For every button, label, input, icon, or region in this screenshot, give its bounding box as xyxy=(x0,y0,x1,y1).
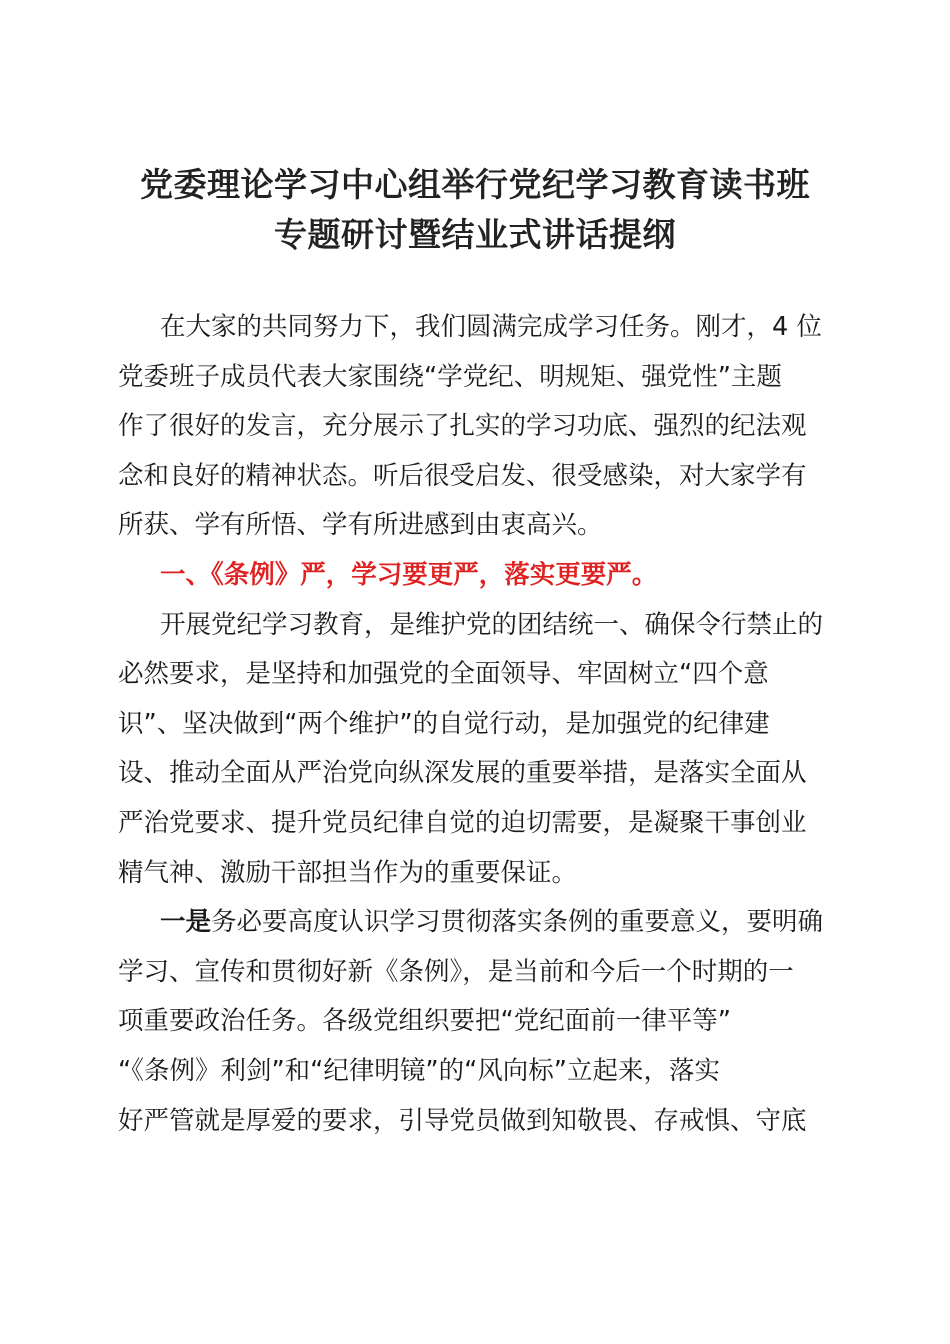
paragraph-line xyxy=(118,898,832,948)
paragraph-line: 识”、坚决做到“两个维护”的自觉行动，是加强党的纪律建 xyxy=(118,708,770,739)
paragraph-line: 精气神、激励干部担当作为的重要保证。 xyxy=(118,857,578,888)
paragraph-line: 项重要政治任务。各级党组织要把“党纪面前一律平等” xyxy=(118,1006,731,1037)
paragraph-lead-bold: 一是 xyxy=(160,907,212,938)
paragraph-line: “《条例》利剑”和“纪律明镜”的“风向标”立起来，落实 xyxy=(118,1055,721,1086)
paragraph-line: 所获、学有所悟、学有所进感到由衷高兴。 xyxy=(118,510,603,541)
document-title-line-2: 专题研讨暨结业式讲话提纲 xyxy=(274,215,676,254)
paragraph-line: 学习、宣传和贯彻好新《条例》，是当前和今后一个时期的一 xyxy=(118,956,794,987)
paragraph-line: 在大家的共同努力下，我们圆满完成学习任务。刚才，4 位 xyxy=(160,312,822,342)
paragraph-line: 设、推动全面从严治党向纵深发展的重要举措，是落实全面从 xyxy=(118,758,807,789)
paragraph-line: 作了很好的发言，充分展示了扎实的学习功底、强烈的纪法观 xyxy=(118,411,807,442)
section-heading: 一、《条例》严，学习要更严，落实更要严。 xyxy=(160,559,658,590)
paragraph-line: 开展党纪学习教育，是维护党的团结统一、确保令行禁止的 xyxy=(160,609,824,640)
document-title-line-1: 党委理论学习中心组举行党纪学习教育读书班 xyxy=(140,165,810,204)
paragraph-line: 必然要求，是坚持和加强党的全面领导、牢固树立“四个意 xyxy=(118,659,769,690)
paragraph-line: 党委班子成员代表大家围绕“学党纪、明规矩、强党性”主题 xyxy=(118,361,782,392)
paragraph-text: 务必要高度认识学习贯彻落实条例的重要意义，要明确 xyxy=(211,907,824,938)
paragraph-line: 念和良好的精神状态。听后很受启发、很受感染，对大家学有 xyxy=(118,460,807,491)
paragraph-line: 严治党要求、提升党员纪律自觉的迫切需要，是凝聚干事创业 xyxy=(118,807,807,838)
document-body xyxy=(118,303,832,1146)
paragraph-line: 好严管就是厚爱的要求，引导党员做到知敬畏、存戒惧、守底 xyxy=(118,1105,807,1136)
